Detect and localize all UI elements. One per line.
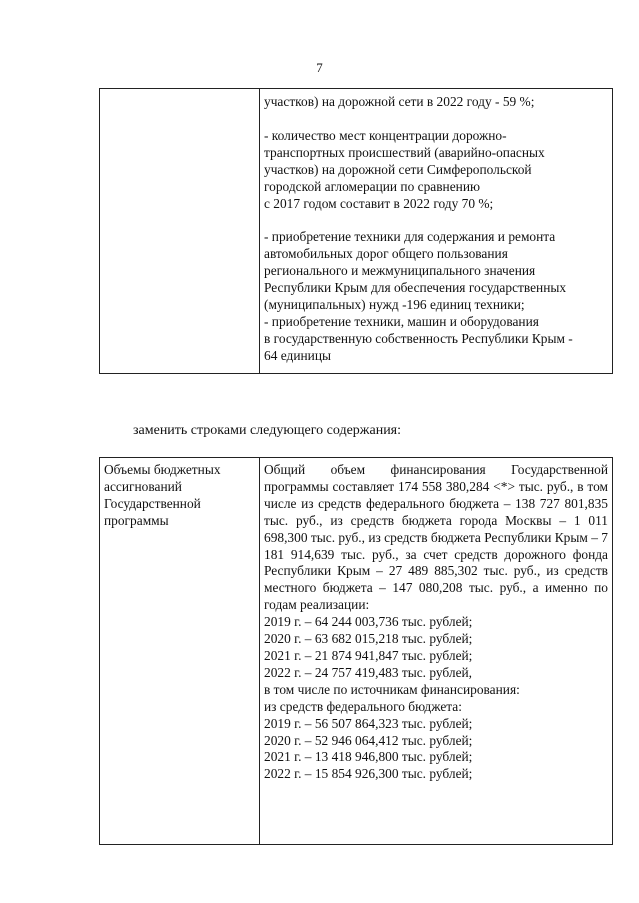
indicator-paragraph (264, 128, 608, 213)
text-line: Республики Крым для обеспечения государственных (264, 280, 567, 296)
text-line: 64 единицы (264, 347, 331, 363)
text-line: городской агломерации по сравнению (264, 178, 480, 194)
indicator-paragraph (264, 229, 608, 364)
funding-line: 2019 г. – 64 244 003,736 тыс. рублей; (264, 614, 473, 630)
funding-line: 2021 г. – 13 418 946,800 тыс. рублей; (264, 749, 473, 765)
top-table-left-cell (100, 89, 260, 374)
text-line: участков) на дорожной сети Симферопольской (264, 161, 532, 177)
text-line: - количество мест концентрации дорожно- (264, 127, 507, 143)
top-table-right-cell (260, 89, 613, 374)
indicator-paragraphs (264, 94, 608, 365)
funding-line: 2022 г. – 24 757 419,483 тыс. рублей, (264, 664, 473, 680)
funding-by-year-list (264, 614, 608, 783)
text-line: регионального и межмуниципального значения (264, 263, 536, 279)
previous-table-fragment (99, 88, 613, 374)
text-line: транспортных происшествий (аварийно-опасных (264, 144, 545, 160)
new-table-fragment (99, 457, 613, 845)
indicator-paragraph (264, 94, 608, 111)
funding-line: в том числе по источникам финансирования: (264, 681, 520, 697)
text-line: (муниципальных) нужд -196 единиц техники; (264, 297, 525, 313)
budget-allocations-label: Объемы бюджетных ассигнований Государственной программы (100, 458, 260, 845)
text-line: - приобретение техники для содержания и ремонта (264, 229, 556, 245)
text-line: автомобильных дорог общего пользования (264, 246, 508, 262)
funding-line: из средств федерального бюджета: (264, 698, 462, 714)
text-line: - приобретение техники, машин и оборудования (264, 313, 539, 329)
funding-line: 2022 г. – 15 854 926,300 тыс. рублей; (264, 766, 473, 782)
replace-instruction: заменить строками следующего содержания: (133, 423, 402, 438)
text-line: в государственную собственность Республики Крым - (264, 330, 573, 346)
text-line: участков) на дорожной сети в 2022 году - 59 %; (264, 94, 535, 109)
page-number: 7 (316, 60, 323, 75)
paragraph-spacer (264, 111, 608, 128)
total-funding-paragraph: Общий объем финансирования Государственной программы составляет 174 558 380,284 <*> тыс. руб., в том числе из средств федерального бюджета – 138 727 801,835 тыс. руб., из средств бюджета города Москвы – 1 011 698,300 тыс. руб., из средств бюджета Республики Крым – 7 181 914,639 тыс. руб., за счет средств дорожного фонда Республики Крым – 27 489 885,302 тыс. руб., из средств местного бюджета – 147 080,208 тыс. руб., а именно по годам реализации: (264, 462, 608, 613)
funding-line: 2020 г. – 63 682 015,218 тыс. рублей; (264, 631, 473, 647)
funding-line: 2020 г. – 52 946 064,412 тыс. рублей; (264, 732, 473, 748)
text-line: с 2017 годом составит в 2022 году 70 %; (264, 195, 494, 211)
budget-allocations-text (260, 458, 613, 845)
paragraph-spacer (264, 212, 608, 229)
funding-line: 2019 г. – 56 507 864,323 тыс. рублей; (264, 715, 473, 731)
funding-line: 2021 г. – 21 874 941,847 тыс. рублей; (264, 647, 473, 663)
